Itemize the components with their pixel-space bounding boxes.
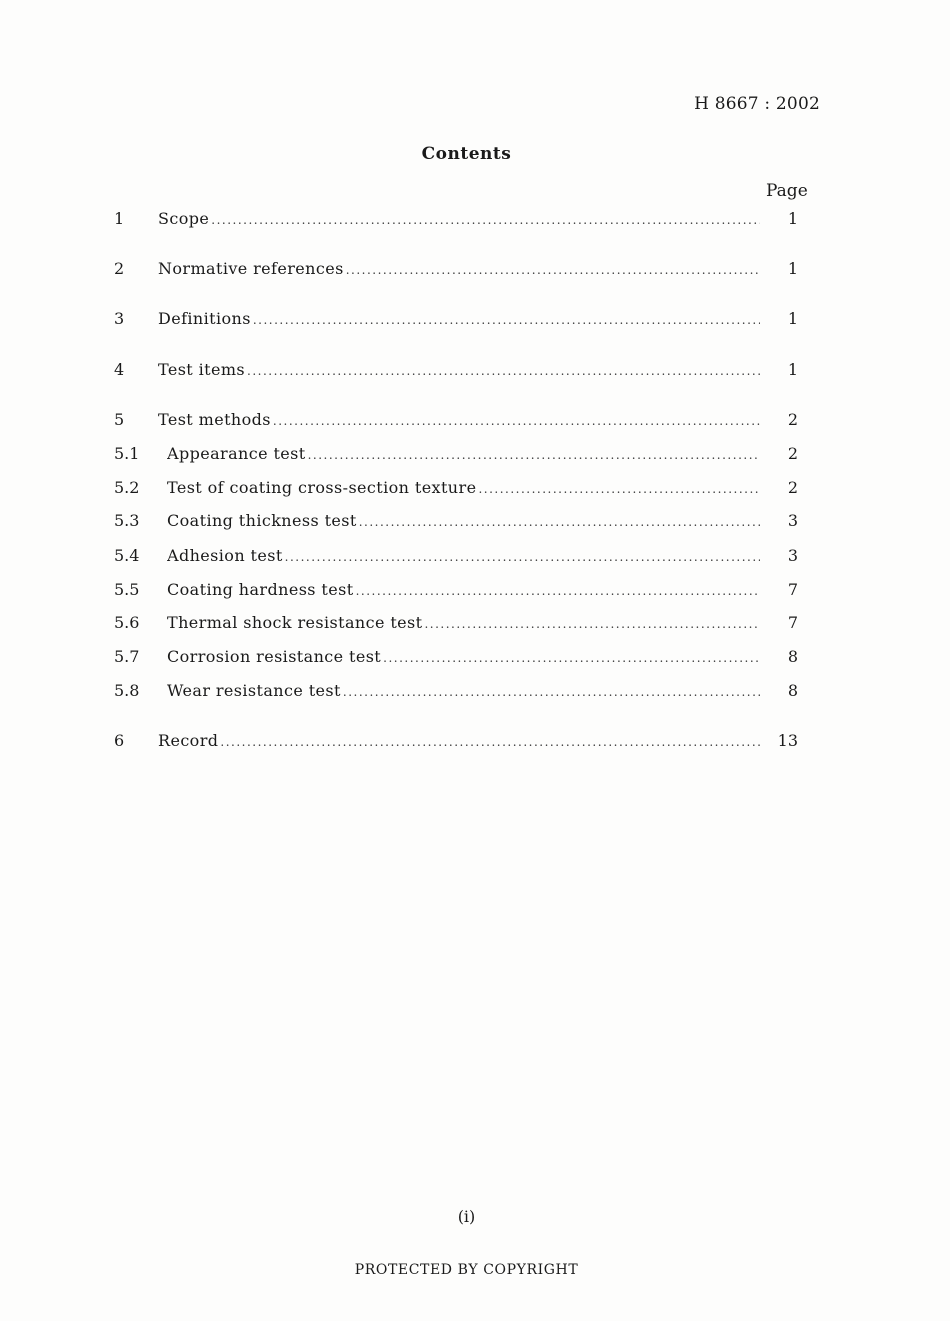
toc-entry-page: 2 xyxy=(787,410,798,429)
toc-entry-page: 2 xyxy=(787,444,798,463)
toc-entry-5-3[interactable] xyxy=(114,509,814,533)
toc-entry-page: 3 xyxy=(787,546,798,565)
toc-entry-6[interactable] xyxy=(114,729,814,753)
toc-entry-page: 8 xyxy=(787,681,798,700)
leader-dots xyxy=(424,612,760,636)
toc-entry-number: 5 xyxy=(114,410,125,429)
toc-entry-title: Test methods xyxy=(158,410,271,429)
toc-entry-3[interactable] xyxy=(114,307,814,331)
toc-entry-page: 13 xyxy=(777,731,798,750)
toc-entry-number: 4 xyxy=(114,360,125,379)
toc-entry-page: 1 xyxy=(787,209,798,228)
toc-entry-title: Definitions xyxy=(158,309,251,328)
toc-entry-title: Adhesion test xyxy=(167,546,283,565)
toc-entry-title: Appearance test xyxy=(167,444,306,463)
leader-dots xyxy=(285,545,760,569)
toc-entry-1[interactable] xyxy=(114,207,814,231)
toc-entry-number: 5.5 xyxy=(114,580,140,599)
copyright-notice: PROTECTED BY COPYRIGHT xyxy=(354,1262,579,1278)
toc-entry-title: Coating thickness test xyxy=(167,511,357,530)
toc-entry-5-2[interactable] xyxy=(114,476,814,500)
toc-entry-number: 5.1 xyxy=(114,444,140,463)
contents-title: Contents xyxy=(421,144,512,164)
toc-entry-page: 3 xyxy=(787,511,798,530)
toc-entry-number: 5.4 xyxy=(114,546,140,565)
toc-entry-5-8[interactable] xyxy=(114,679,814,703)
leader-dots xyxy=(359,510,760,534)
toc-entry-page: 8 xyxy=(787,647,798,666)
leader-dots xyxy=(211,208,760,232)
toc-entry-page: 1 xyxy=(787,259,798,278)
toc-entry-4[interactable] xyxy=(114,358,814,382)
toc-entry-title: Record xyxy=(158,731,219,750)
toc-entry-title: Test items xyxy=(158,360,246,379)
leader-dots xyxy=(346,258,760,282)
toc-entry-5-4[interactable] xyxy=(114,544,814,568)
toc-entry-number: 5.3 xyxy=(114,511,140,530)
toc-entry-number: 5.2 xyxy=(114,478,140,497)
toc-entry-title: Test of coating cross-section texture xyxy=(167,478,477,497)
toc-entry-title: Wear resistance test xyxy=(167,681,341,700)
toc-entry-number: 1 xyxy=(114,209,125,228)
toc-entry-5-7[interactable] xyxy=(114,645,814,669)
toc-entry-number: 3 xyxy=(114,309,125,328)
toc-entry-page: 2 xyxy=(787,478,798,497)
toc-entry-page: 1 xyxy=(787,309,798,328)
leader-dots xyxy=(383,646,760,670)
toc-entry-title: Coating hardness test xyxy=(167,580,354,599)
toc-entry-5-1[interactable] xyxy=(114,442,814,466)
toc-entry-number: 5.6 xyxy=(114,613,140,632)
document-number: H 8667 : 2002 xyxy=(694,94,820,114)
toc-entry-number: 2 xyxy=(114,259,125,278)
leader-dots xyxy=(356,579,760,603)
leader-dots xyxy=(247,359,760,383)
toc-entry-number: 5.8 xyxy=(114,681,140,700)
toc-entry-page: 1 xyxy=(787,360,798,379)
toc-entry-title: Thermal shock resistance test xyxy=(167,613,423,632)
toc-entry-number: 6 xyxy=(114,731,125,750)
toc-entry-2[interactable] xyxy=(114,257,814,281)
toc-entry-5-5[interactable] xyxy=(114,578,814,602)
toc-entry-5-6[interactable] xyxy=(114,611,814,635)
toc-entry-number: 5.7 xyxy=(114,647,140,666)
toc-entry-page: 7 xyxy=(787,580,798,599)
leader-dots xyxy=(343,680,760,704)
page-column-label: Page xyxy=(766,181,808,201)
leader-dots xyxy=(220,730,760,754)
toc-entry-5[interactable] xyxy=(114,408,814,432)
toc-entry-title: Scope xyxy=(158,209,210,228)
toc-entry-title: Corrosion resistance test xyxy=(167,647,382,666)
page-number: (i) xyxy=(457,1207,476,1226)
leader-dots xyxy=(273,409,760,433)
leader-dots xyxy=(253,308,760,332)
leader-dots xyxy=(308,443,760,467)
toc-entry-page: 7 xyxy=(787,613,798,632)
toc-entry-title: Normative references xyxy=(158,259,344,278)
leader-dots xyxy=(478,477,760,501)
